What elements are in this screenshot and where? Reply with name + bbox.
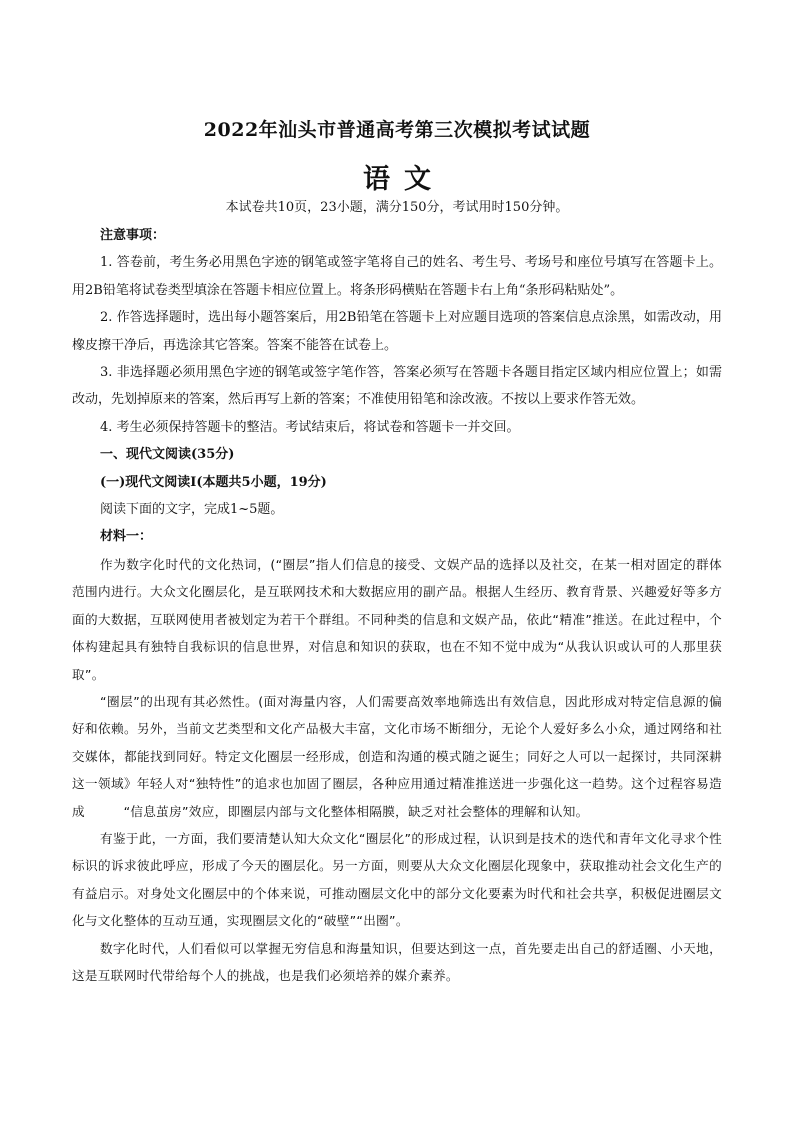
notice-heading: 注意事项： [100,228,166,243]
exam-info: 本试卷共10页，23小题，满分150分，考试用时150分钟。 [225,200,569,215]
passage-paragraph-4: 数字化时代，人们看似可以掌握无穷信息和海量知识，但要达到这一点，首先要走出自己的舒适圈、小天地，这是互联网时代带给每个人的挑战，也是我们必须培养的媒介素养。 [72,940,722,983]
page-content [72,222,722,989]
notice-item-2: 2. 作答选择题时，选出每小题答案后，用2B铅笔在答题卡上对应题目选项的答案信息点涂黑，如需改动，用橡皮擦干净后，再选涂其它答案。答案不能答在试卷上。 [72,310,722,353]
passage-paragraph-1: 作为数字化时代的文化热词，(“圈层”指人们信息的接受、文娱产品的选择以及社交，在某一相对固定的群体范围内进行。大众文化圈层化，是互联网技术和大数据应用的副产品。根据人生经历、教育背景、兴趣爱好等多方面的大数据，互联网使用者被划定为若干个群组。不同种类的信息和文娱产品，依此“精准”推送。在此过程中，个体构建起具有独特自我标识的信息世界，对信息和知识的获取，也在不知不觉中成为“从我认识或认可的人那里获取”。 [72,556,722,682]
material-label: 材料一： [100,529,153,545]
section-heading: 一、现代文阅读(35分) [100,447,235,463]
subject-title: 语文 [363,164,445,195]
passage-paragraph-2: “圈层”的出现有其必然性。(面对海量内容，人们需要高效率地筛选出有效信息，因此形成对特定信息源的偏好和依赖。另外，当前文艺类型和文化产品极大丰富，文化市场不断细分，无论个人爱好多么小众，通过网络和社交媒体，都能找到同好。特定文化圈层一经形成，创造和沟通的模式随之诞生；同好之人可以一起探讨，共同深耕这一领域》年轻人对“独特性”的追求也加固了圈层，各种应用通过精准推送进一步强化这一趋势。这个过程容易造成 “信息茧房”效应，即圈层内部与文化整体相隔膜，缺乏对社会整体的理解和认知。 [72,693,722,819]
notice-item-3: 3. 非选择题必须用黑色字迹的钢笔或签字笔作答，答案必须写在答题卡各题目指定区域内相应位置上；如需改动，先划掉原来的答案，然后再写上新的答案；不准使用铅笔和涂改液。不按以上要求作答无效。 [72,365,722,408]
reading-instruction: 阅读下面的文字，完成1~5题。 [100,502,284,518]
notice-item-1: 1. 答卷前，考生务必用黑色字迹的钢笔或签字笔将自己的姓名、考生号、考场号和座位号填写在答题卡上。用2B铅笔将试卷类型填涂在答题卡相应位置上。将条形码横贴在答题卡右上角“条形码粘贴处”。 [72,255,722,298]
exam-title: 2022年汕头市普通高考第三次模拟考试试题 [203,119,591,141]
passage-paragraph-3: 有鉴于此，一方面，我们要清楚认知大众文化“圈层化”的形成过程，认识到是技术的迭代和青年文化寻求个性标识的诉求彼此呼应，形成了今天的圈层化。另一方面，则要从大众文化圈层化现象中，获取推动社会文化生产的有益启示。对身处文化圈层中的个体来说，可推动圈层文化中的部分文化要素为时代和社会共享，积极促进圈层文化与文化整体的互动互通，实现圈层文化的“破壁”“出圈”。 [72,830,722,929]
subsection-heading: (一)现代文阅读Ⅰ(本题共5小题，19分) [100,474,327,490]
notice-item-4: 4. 考生必须保持答题卡的整洁。考试结束后，将试卷和答题卡一并交回。 [100,419,520,435]
